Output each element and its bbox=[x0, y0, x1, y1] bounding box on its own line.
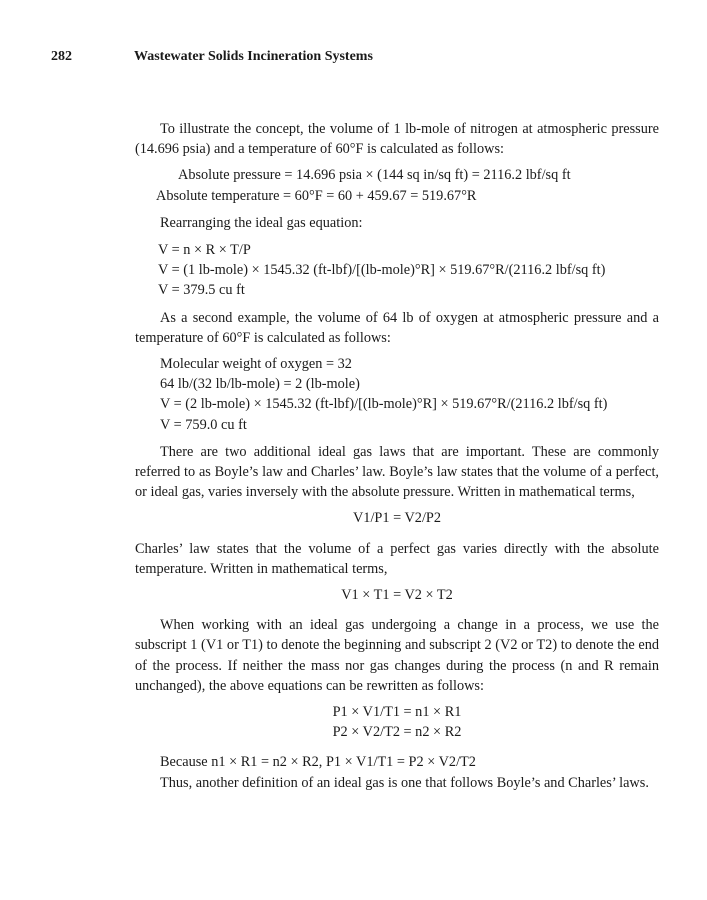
equation-volume-formula: V = n × R × T/P bbox=[158, 242, 251, 259]
paragraph-process: When working with an ideal gas undergoing a change in a process, we use the subscript 1 (V1 or T1) to denote the beginning and subscript 2 (V2 or T2) to denote the end of the process. If neither the mass nor gas changes during the process (n and R remain unchanged), the above equations can be rewritten as follows: bbox=[135, 617, 659, 694]
absolute-temperature-line: Absolute temperature = 60°F = 60 + 459.67 = 519.67°R bbox=[156, 187, 477, 204]
running-title: Wastewater Solids Incineration Systems bbox=[134, 49, 373, 64]
charles-equation: V1 × T1 = V2 × T2 bbox=[341, 587, 453, 604]
boyle-equation: V1/P1 = V2/P2 bbox=[352, 510, 442, 527]
paragraph-charles: Charles’ law states that the volume of a perfect gas varies directly with the absolute temperature. Written in mathematical terms, bbox=[135, 540, 659, 577]
equation-volume-result-2: V = 759.0 cu ft bbox=[160, 416, 247, 433]
combined-equation-2: P2 × V2/T2 = n2 × R2 bbox=[332, 724, 462, 741]
paragraph-intro: To illustrate the concept, the volume of 1 lb-mole of nitrogen at atmospheric pressure (14.696 psia) and a temperature of 60°F is calculated as follows: bbox=[135, 121, 659, 158]
equation-volume-oxygen: V = (2 lb-mole) × 1545.32 (ft-lbf)/[(lb-mole)°R] × 519.67°R/(2116.2 lbf/sq ft) bbox=[160, 396, 608, 413]
combined-equation-1: P1 × V1/T1 = n1 × R1 bbox=[332, 704, 462, 721]
moles-line: 64 lb/(32 lb/lb-mole) = 2 (lb-mole) bbox=[160, 376, 360, 393]
equation-block-2 bbox=[160, 354, 659, 435]
equation-block-1 bbox=[158, 240, 659, 301]
equation-volume-result-1: V = 379.5 cu ft bbox=[158, 282, 245, 299]
paragraph-gas-laws: There are two additional ideal gas laws that are important. These are commonly referred to as Boyle’s law and Charles’ law. Boyle’s law states that the volume of a perfect, or ideal gas, varies inversely with the absolute pressure. Written in mathematical terms, bbox=[135, 443, 659, 501]
paragraph-second-example: As a second example, the volume of 64 lb of oxygen at atmospheric pressure and a temperature of 60°F is calculated as follows: bbox=[135, 309, 659, 346]
page-number: 282 bbox=[51, 49, 72, 64]
absolute-pressure-line: Absolute pressure = 14.696 psia × (144 sq in/sq ft) = 2116.2 lbf/sq ft bbox=[178, 167, 571, 184]
paragraph-definition: Thus, another definition of an ideal gas is one that follows Boyle’s and Charles’ laws. bbox=[160, 774, 649, 791]
because-line: Because n1 × R1 = n2 × R2, P1 × V1/T1 = P2 × V2/T2 bbox=[160, 754, 476, 771]
page-header bbox=[0, 49, 707, 71]
equation-volume-nitrogen: V = (1 lb-mole) × 1545.32 (ft-lbf)/[(lb-mole)°R] × 519.67°R/(2116.2 lbf/sq ft) bbox=[158, 262, 606, 279]
combined-equations bbox=[135, 702, 659, 742]
page-body bbox=[135, 119, 659, 799]
molecular-weight-line: Molecular weight of oxygen = 32 bbox=[160, 356, 352, 373]
absolute-values bbox=[156, 165, 659, 205]
rearranging-label: Rearranging the ideal gas equation: bbox=[160, 214, 363, 231]
